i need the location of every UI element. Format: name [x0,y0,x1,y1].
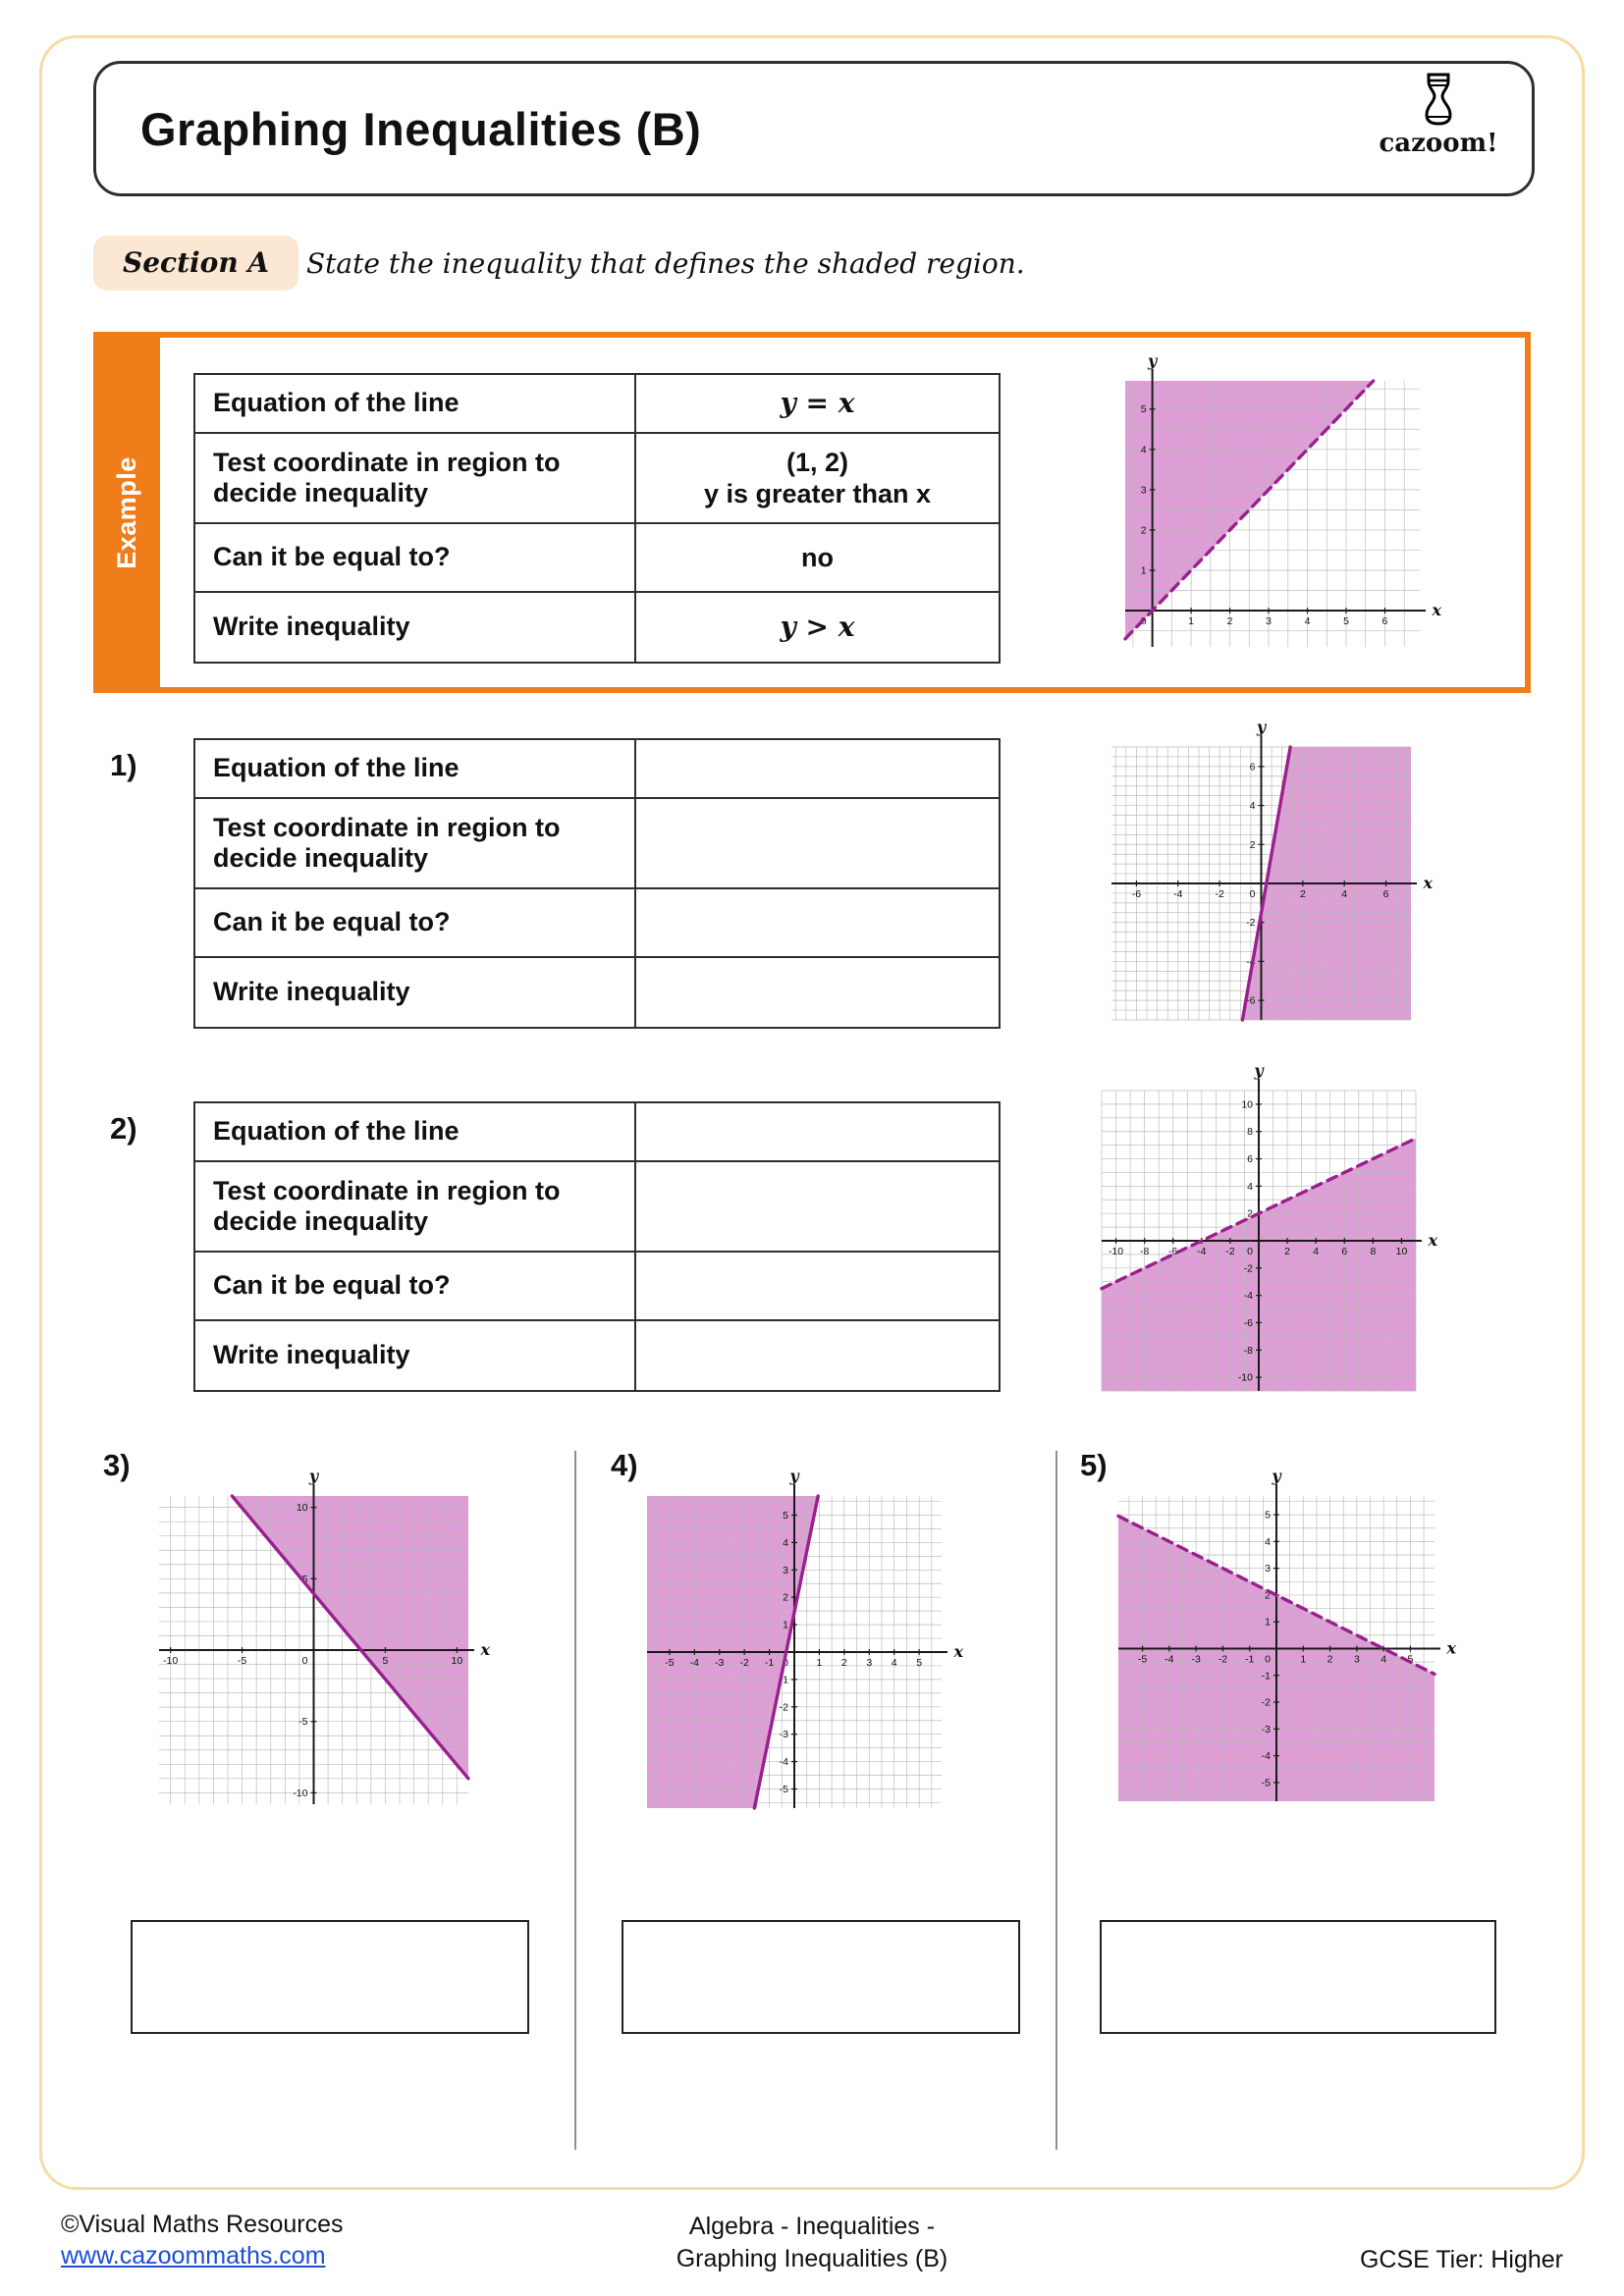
chart-svg [1114,1470,1460,1809]
logo-text: cazoom! [1379,129,1498,158]
svg-text:-2: -2 [1243,1262,1253,1275]
svg-text:x: x [480,1640,490,1659]
svg-text:-3: -3 [1191,1653,1201,1666]
svg-text:8: 8 [1247,1126,1253,1139]
table-row-label: Equation of the line [213,388,460,418]
svg-text:6: 6 [1382,888,1389,900]
footer-topic-line1: Algebra - Inequalities - [688,2213,936,2240]
table-cell-value: no [634,522,999,591]
svg-text:1: 1 [1265,1616,1271,1629]
graph-question-3 [155,1470,494,1812]
graph-question-1 [1108,721,1436,1028]
svg-text:1: 1 [1140,564,1147,577]
svg-text:-6: -6 [1243,1316,1253,1329]
svg-text:y: y [1256,721,1267,736]
svg-text:6: 6 [1249,761,1256,774]
svg-text:-1: -1 [764,1657,775,1669]
svg-text:10: 10 [451,1655,463,1667]
svg-text:2: 2 [840,1657,847,1669]
svg-text:y: y [308,1470,319,1485]
svg-text:-2: -2 [739,1657,749,1669]
svg-text:5: 5 [1343,615,1349,628]
svg-text:5: 5 [382,1655,389,1667]
table-cell-blank [634,887,999,956]
svg-text:-5: -5 [1137,1653,1148,1666]
svg-text:-2: -2 [1215,888,1224,900]
svg-text:-3: -3 [779,1729,788,1741]
svg-text:3: 3 [1265,1563,1271,1575]
header [93,61,1535,196]
svg-text:4: 4 [1140,444,1147,456]
table-cell-blank [634,1319,999,1390]
svg-text:-1: -1 [779,1674,788,1686]
svg-text:4: 4 [1304,615,1311,628]
svg-text:-5: -5 [298,1716,308,1729]
question-2-number: 2) [110,1111,137,1146]
example-table [193,373,1001,664]
svg-text:-5: -5 [1261,1777,1271,1789]
svg-text:5: 5 [783,1510,788,1522]
page-title: Graphing Inequalities (B) [140,102,702,155]
test-result: y is greater than x [703,479,932,508]
svg-text:-2: -2 [1261,1696,1271,1709]
table-row-label: Can it be equal to? [195,1251,634,1319]
svg-text:3: 3 [1266,615,1272,628]
svg-text:-4: -4 [689,1657,699,1669]
graph-question-2 [1098,1065,1441,1399]
vase-icon [1416,72,1461,127]
chart-svg [1098,1065,1441,1399]
question-2-table [193,1101,1001,1392]
example-tab [93,332,160,693]
svg-text:-6: -6 [1246,994,1256,1007]
svg-text:-8: -8 [1139,1246,1150,1257]
svg-text:2: 2 [783,1591,788,1604]
svg-text:-4: -4 [1246,955,1256,968]
question-4-number: 4) [611,1448,638,1482]
question-3-number: 3) [103,1448,131,1482]
table-cell-value: y > x [634,591,999,662]
footer-tier: GCSE Tier: Higher [1359,2246,1563,2273]
svg-text:x: x [1428,1231,1437,1250]
svg-text:y: y [789,1470,799,1485]
svg-text:-10: -10 [163,1655,179,1667]
chart-svg [155,1470,494,1812]
svg-text:2: 2 [1265,1589,1271,1602]
svg-text:0: 0 [783,1657,788,1669]
svg-text:1: 1 [1300,1653,1307,1666]
svg-text:0: 0 [1247,1246,1253,1257]
svg-text:-2: -2 [1218,1653,1228,1666]
svg-text:-6: -6 [1131,888,1142,900]
svg-text:2: 2 [1140,524,1147,537]
chart-svg [1108,721,1436,1028]
svg-text:5: 5 [1407,1653,1414,1666]
svg-text:4: 4 [1380,1653,1387,1666]
table-cell-value [634,432,999,522]
svg-text:0: 0 [1249,888,1256,900]
svg-text:10: 10 [1241,1098,1253,1111]
svg-text:2: 2 [1247,1207,1253,1220]
svg-text:y: y [1254,1065,1264,1080]
svg-text:3: 3 [1353,1653,1360,1666]
table-cell-blank [634,956,999,1027]
question-1-table [193,738,1001,1029]
example-tab-label: Example [111,455,141,569]
svg-text:5: 5 [1265,1509,1271,1522]
cazoom-logo [1375,72,1502,158]
svg-text:y: y [1147,355,1158,370]
chart-svg [1121,355,1445,655]
svg-text:0: 0 [301,1655,308,1667]
svg-text:-4: -4 [1164,1653,1174,1666]
svg-text:4: 4 [1341,888,1348,900]
svg-text:-4: -4 [1243,1290,1253,1303]
svg-text:1: 1 [1188,615,1195,628]
table-row-label: Can it be equal to? [195,887,634,956]
table-row-label: Test coordinate in region to decide inequality [195,1160,634,1251]
svg-text:3: 3 [1140,484,1147,497]
svg-text:x: x [1432,601,1441,620]
svg-text:0: 0 [1140,615,1147,628]
svg-text:4: 4 [1249,800,1256,813]
svg-text:-10: -10 [1108,1246,1124,1257]
svg-text:-10: -10 [1237,1371,1253,1384]
svg-text:-5: -5 [237,1655,247,1667]
table-cell-blank [634,797,999,887]
svg-text:6: 6 [1247,1153,1253,1166]
svg-text:-2: -2 [1225,1246,1235,1257]
table-cell-blank [634,740,999,797]
answer-box-5 [1100,1920,1496,2034]
svg-text:y: y [1272,1470,1281,1485]
section-a-label: Section A [93,236,298,291]
answer-box-3 [131,1920,529,2034]
svg-text:x: x [1446,1638,1456,1658]
table-row-label: Write inequality [195,591,634,662]
table-row-label: Equation of the line [213,1116,460,1147]
table-row-label: Write inequality [195,956,634,1027]
svg-text:4: 4 [891,1657,897,1669]
footer-copyright: ©Visual Maths Resources [61,2211,344,2238]
table-row-label: Write inequality [195,1319,634,1390]
svg-text:-2: -2 [779,1701,788,1714]
footer-website-link[interactable]: www.cazoommaths.com [61,2242,326,2269]
footer-topic-line2: Graphing Inequalities (B) [676,2244,948,2272]
column-divider [1056,1451,1057,2150]
table-cell-blank [634,1160,999,1251]
question-5-number: 5) [1080,1448,1108,1482]
graph-example [1121,355,1445,655]
svg-text:-4: -4 [1173,888,1183,900]
svg-text:-1: -1 [1261,1670,1271,1682]
svg-text:x: x [953,1642,963,1661]
svg-text:0: 0 [1265,1653,1271,1666]
svg-text:-10: -10 [293,1787,308,1799]
svg-text:2: 2 [1249,838,1256,851]
svg-text:-4: -4 [1261,1750,1271,1763]
svg-text:2: 2 [1299,888,1306,900]
svg-text:4: 4 [1313,1246,1320,1257]
section-instruction: State the inequality that defines the shaded region. [306,247,1025,280]
question-1-number: 1) [110,748,137,782]
svg-text:-2: -2 [1246,917,1256,930]
graph-question-5 [1114,1470,1460,1809]
svg-text:-4: -4 [779,1756,788,1769]
svg-text:-6: -6 [1168,1246,1178,1257]
svg-text:-8: -8 [1243,1344,1253,1357]
chart-svg [643,1470,967,1816]
svg-text:-3: -3 [1261,1723,1271,1735]
svg-text:5: 5 [1140,403,1147,416]
svg-text:1: 1 [816,1657,823,1669]
svg-text:5: 5 [916,1657,923,1669]
table-cell-blank [634,1103,999,1160]
svg-text:3: 3 [783,1564,788,1576]
svg-text:10: 10 [1395,1246,1408,1257]
svg-text:3: 3 [866,1657,873,1669]
table-row-label: Test coordinate in region to decide inequality [195,432,634,522]
svg-text:4: 4 [1247,1180,1253,1193]
table-row-label: Can it be equal to? [195,522,634,591]
svg-text:8: 8 [1370,1246,1377,1257]
svg-text:6: 6 [1381,615,1388,628]
table-cell-value: y = x [634,375,999,432]
svg-text:-5: -5 [665,1657,675,1669]
table-row-label: Equation of the line [213,753,460,783]
svg-text:4: 4 [1265,1535,1271,1548]
test-coordinate: (1, 2) [785,447,849,477]
svg-text:2: 2 [1226,615,1233,628]
answer-box-4 [622,1920,1020,2034]
svg-text:5: 5 [301,1573,308,1585]
column-divider [574,1451,576,2150]
svg-text:2: 2 [1326,1653,1333,1666]
svg-text:-4: -4 [1197,1246,1207,1257]
svg-text:1: 1 [783,1619,788,1631]
svg-text:-5: -5 [779,1783,788,1795]
svg-text:10: 10 [296,1502,308,1515]
svg-text:6: 6 [1341,1246,1348,1257]
svg-text:4: 4 [783,1536,788,1549]
table-row-label: Test coordinate in region to decide inequality [195,797,634,887]
svg-text:-1: -1 [1245,1653,1255,1666]
svg-text:-3: -3 [715,1657,725,1669]
table-cell-blank [634,1251,999,1319]
svg-text:x: x [1423,874,1433,892]
svg-text:2: 2 [1284,1246,1291,1257]
graph-question-4 [643,1470,967,1816]
